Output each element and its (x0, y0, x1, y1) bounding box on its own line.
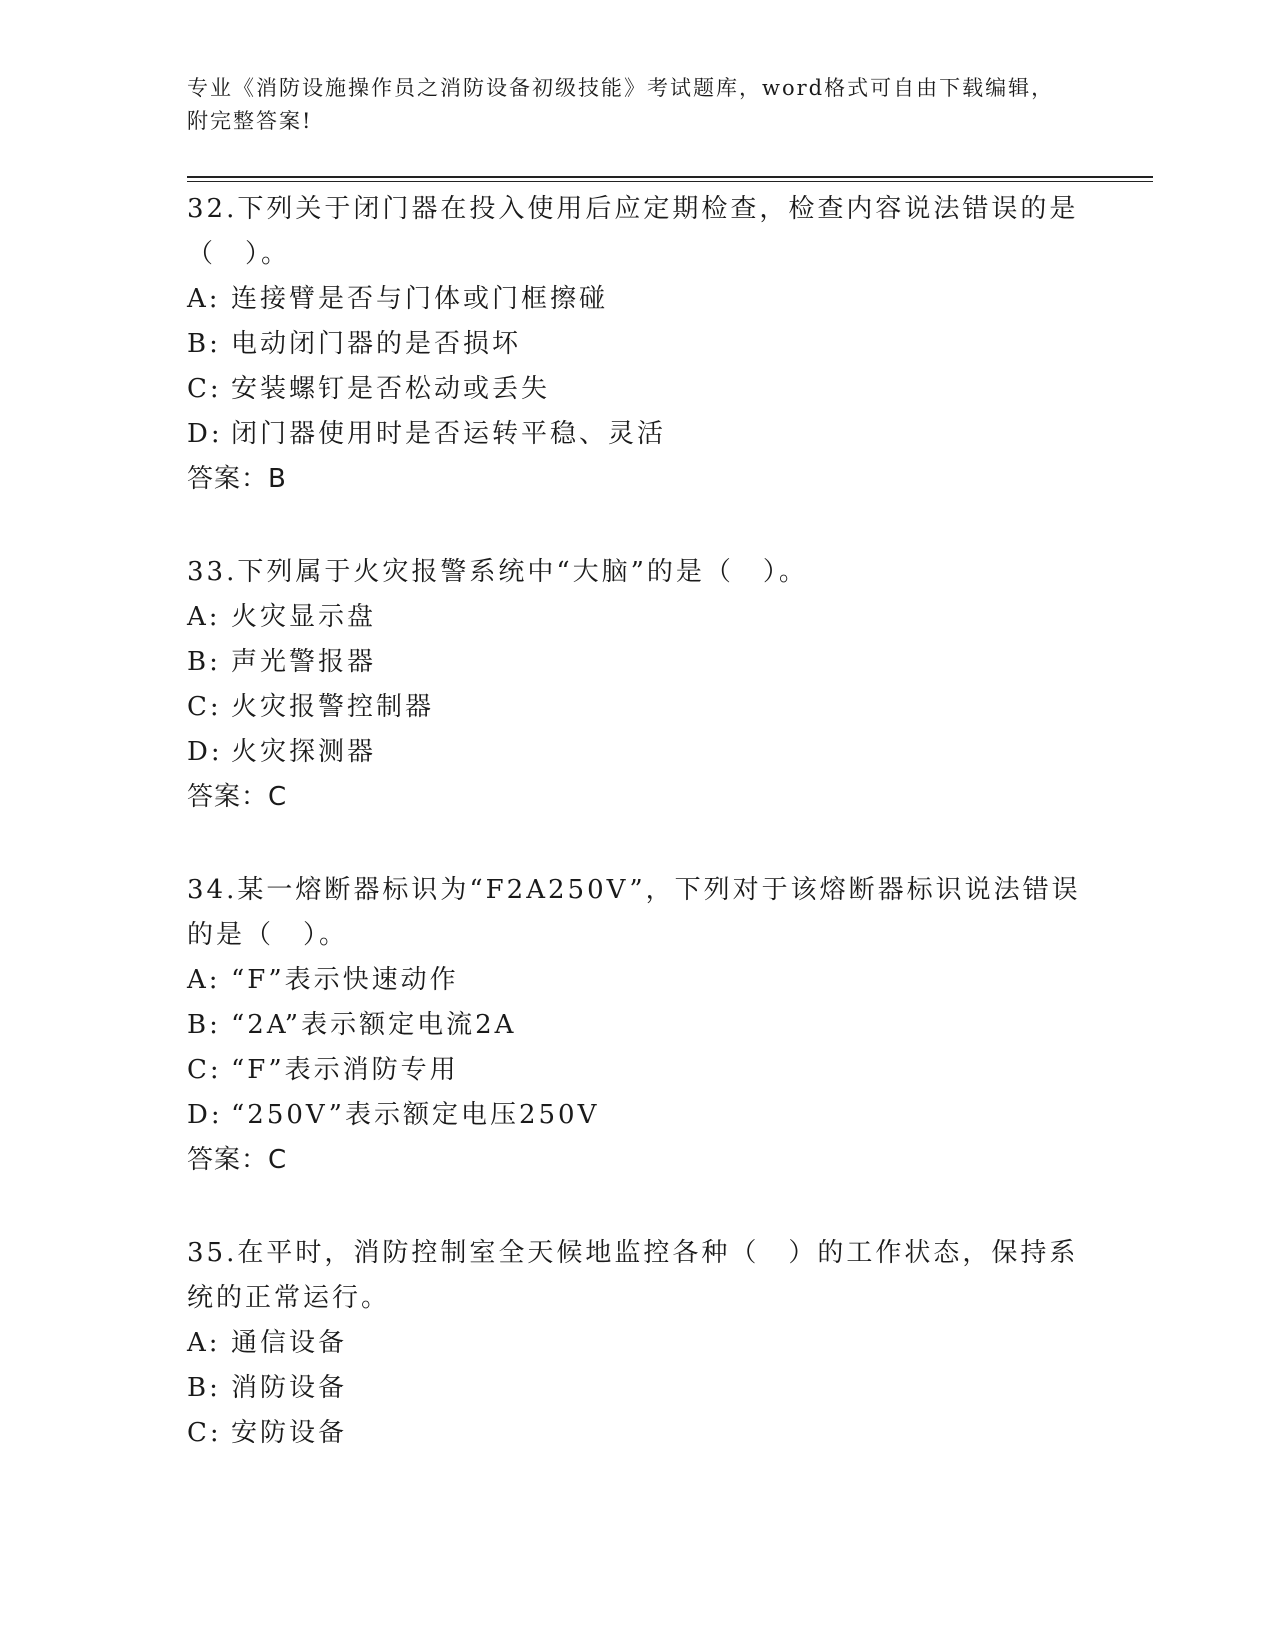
option-letter: C: (187, 1418, 222, 1448)
option-c (187, 1048, 1087, 1093)
answer: 答案：C (187, 1145, 288, 1175)
option-b (187, 322, 1087, 367)
question-stem: 35.在平时，消防控制室全天候地监控各种（ ）的工作状态，保持系统的正常运行。 (187, 1238, 1079, 1313)
question-35 (187, 1231, 1087, 1456)
option-text: 消防设备 (231, 1373, 348, 1403)
option-a (187, 595, 1087, 640)
option-text: 通信设备 (231, 1328, 348, 1358)
question-stem: 34.某一熔断器标识为“F2A250V”，下列对于该熔断器标识说法错误的是（ ）。 (187, 875, 1081, 950)
option-letter: A: (187, 1328, 221, 1358)
option-letter: C: (187, 692, 222, 722)
option-a (187, 1321, 1087, 1366)
header-divider-thin (187, 181, 1153, 182)
option-c (187, 685, 1087, 730)
option-b (187, 1003, 1087, 1048)
option-text: 连接臂是否与门体或门框擦碰 (231, 284, 609, 314)
option-letter: D: (187, 1100, 223, 1130)
option-letter: B: (187, 1373, 221, 1403)
option-letter: B: (187, 329, 221, 359)
option-text: 安防设备 (231, 1418, 348, 1448)
question-32 (187, 187, 1087, 502)
question-34 (187, 868, 1087, 1183)
option-letter: A: (187, 602, 221, 632)
option-text: 闭门器使用时是否运转平稳、灵活 (231, 419, 667, 449)
option-text: “2A”表示额定电流2A (231, 1010, 517, 1040)
option-letter: C: (187, 374, 222, 404)
option-a (187, 277, 1087, 322)
option-d (187, 1093, 1087, 1138)
option-letter: A: (187, 965, 221, 995)
option-letter: B: (187, 1010, 221, 1040)
answer: 答案：B (187, 464, 287, 494)
option-letter: A: (187, 284, 221, 314)
option-text: “F”表示消防专用 (231, 1055, 459, 1085)
question-stem: 32.下列关于闭门器在投入使用后应定期检查，检查内容说法错误的是（ ）。 (187, 194, 1079, 269)
question-list (187, 187, 1087, 1456)
option-b (187, 640, 1087, 685)
option-text: 火灾探测器 (231, 737, 377, 767)
option-c (187, 367, 1087, 412)
option-letter: D: (187, 419, 223, 449)
answer: 答案：C (187, 782, 288, 812)
option-text: “250V”表示额定电压250V (231, 1100, 600, 1130)
option-text: 声光警报器 (231, 647, 377, 677)
option-text: 火灾报警控制器 (231, 692, 435, 722)
header-divider (187, 176, 1153, 178)
option-text: 火灾显示盘 (231, 602, 377, 632)
option-letter: C: (187, 1055, 222, 1085)
option-letter: D: (187, 737, 223, 767)
option-letter: B: (187, 647, 221, 677)
option-text: 安装螺钉是否松动或丢失 (231, 374, 551, 404)
option-a (187, 958, 1087, 1003)
option-c (187, 1411, 1087, 1456)
question-stem: 33.下列属于火灾报警系统中“大脑”的是（ ）。 (187, 557, 808, 587)
option-text: 电动闭门器的是否损坏 (231, 329, 522, 359)
document-header: 专业《消防设施操作员之消防设备初级技能》考试题库，word格式可自由下载编辑，附完整答案! (187, 76, 1055, 133)
option-b (187, 1366, 1087, 1411)
option-text: “F”表示快速动作 (231, 965, 459, 995)
question-33 (187, 550, 1087, 820)
option-d (187, 730, 1087, 775)
option-d (187, 412, 1087, 457)
